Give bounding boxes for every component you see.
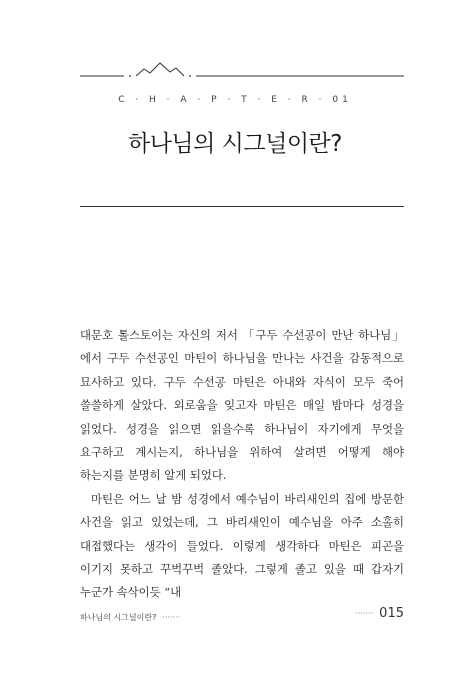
body-paragraph-1: 대문호 톨스토이는 자신의 저서 「구두 수선공이 만난 하나님」에서 구두 수선공인 마틴이 하나님을 만나는 사건을 감동적으로 묘사하고 있다. 구두 수선공 마틴은 아내와 자식이 모두 죽어 쓸쓸하게 살았다. 외로움을 잊고자 마틴은 매일 밤마다 성경을 읽었다. 성경을 읽으면 읽을수록 하나님이 자기에게 무엇을 요구하고 계시는지, 하나님을 위하여 살려면 어떻게 해야 하는지를 분명히 알게 되었다.: [80, 328, 404, 483]
page-number: 015: [379, 606, 404, 621]
chapter-title: 하나님의 시그널이란?: [128, 131, 342, 157]
footer-left-dots: ·······: [162, 613, 181, 622]
title-divider: [80, 206, 404, 207]
body-text: [80, 324, 404, 605]
mountain-ornament-icon: [80, 60, 404, 82]
running-footer: [80, 612, 180, 623]
body-paragraph-2: 마틴은 어느 날 밤 성경에서 예수님이 바리새인의 집에 방문한 사건을 읽고 있었는데, 그 바리새인이 예수님을 아주 소홀히 대접했다는 생각이 들었다. 이렇게 생각하다 마틴은 피곤을 이기지 못하고 꾸벅꾸벅 졸았다. 그렇게 졸고 있을 때 갑자기 누군가 속삭이듯 “내: [80, 491, 404, 600]
chapter-label: C · H · A · P · T · E · R · 01: [118, 95, 352, 105]
footer-right-dots: ·······: [355, 609, 374, 618]
running-title: 하나님의 시그널이란?: [80, 613, 157, 622]
page-number-area: [355, 606, 404, 621]
